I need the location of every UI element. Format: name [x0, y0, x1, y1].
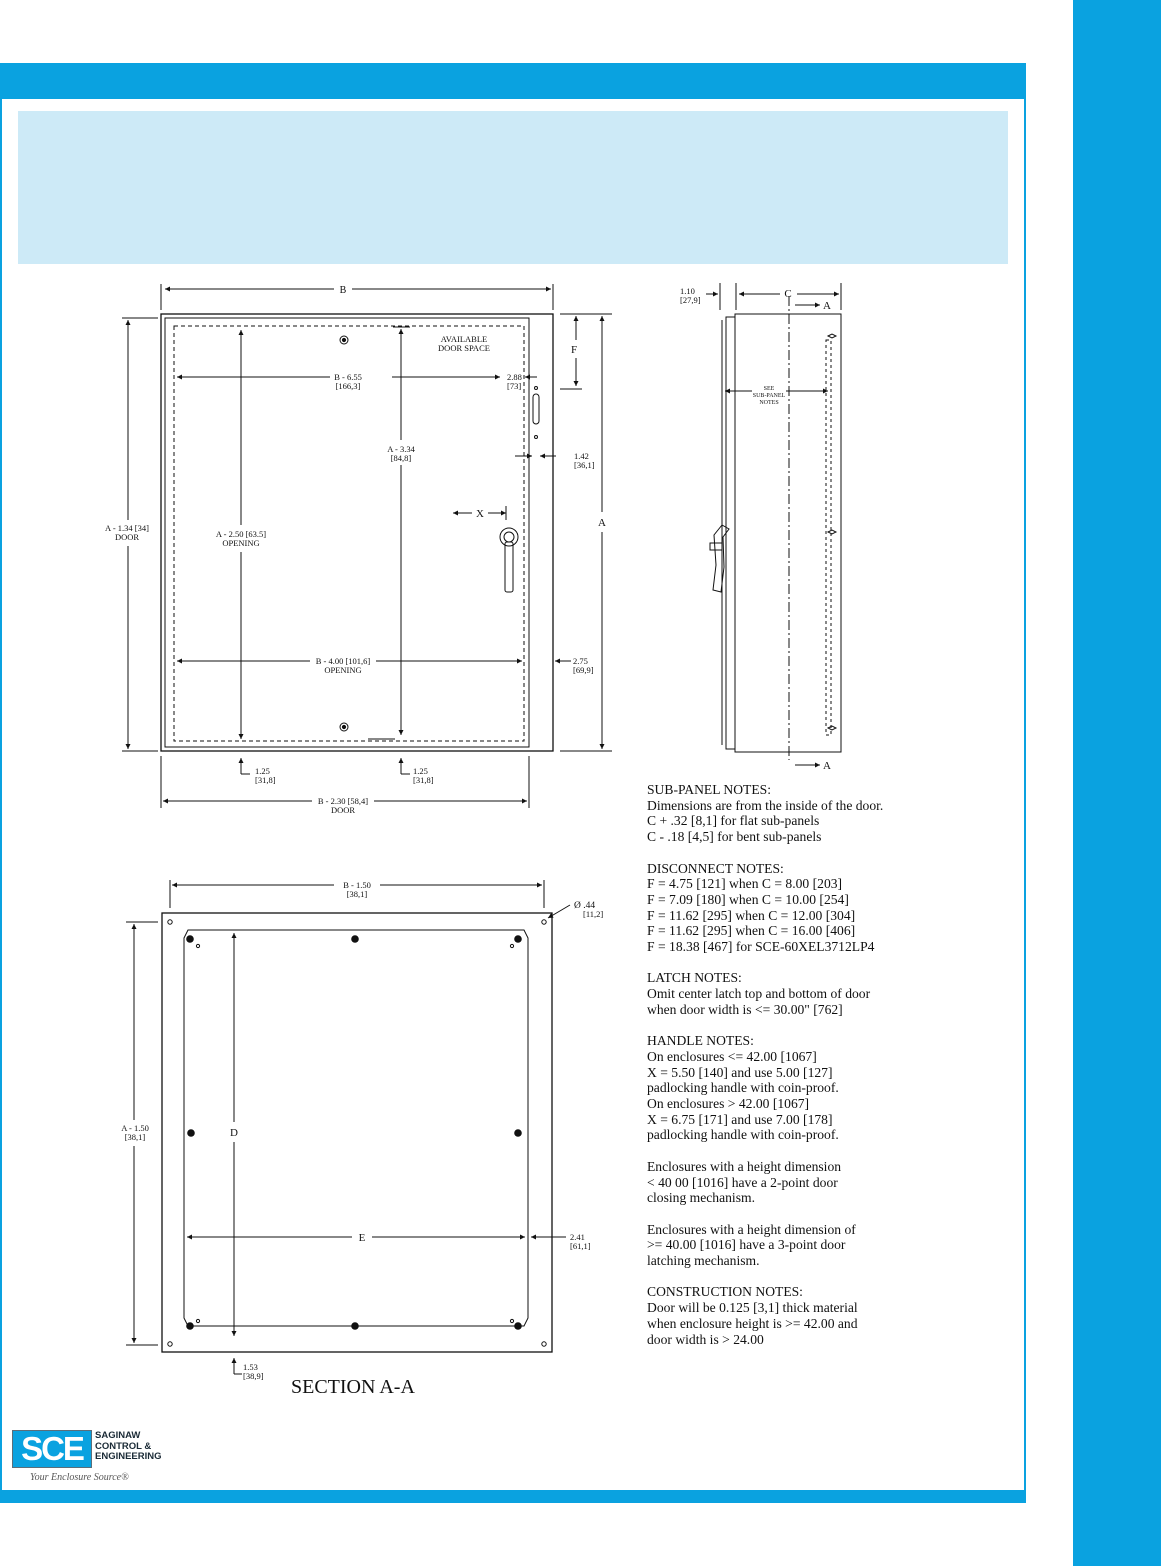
note-line: latching mechanism. [647, 1253, 760, 1269]
handle-notes [647, 1033, 1007, 1143]
dim-142-mm: [36,1] [574, 460, 595, 470]
notes-column [647, 782, 1007, 1363]
dim-x: X [476, 508, 484, 520]
logo-tagline: Your Enclosure Source® [30, 1472, 129, 1483]
note-line: F = 7.09 [180] when C = 10.00 [254] [647, 891, 849, 907]
dim-b230: B - 2.30 [58,4] [317, 796, 369, 806]
dim-153-mm: [38,9] [243, 1371, 264, 1381]
dim-a250-sub: OPENING [222, 538, 260, 548]
front-view [122, 284, 612, 808]
dim-125b: 1.25 [413, 766, 428, 776]
dim-241-mm: [61,1] [570, 1241, 591, 1251]
see-line3: NOTES [759, 400, 779, 406]
note-line: Enclosures with a height dimension [647, 1158, 842, 1174]
two-point-notes [647, 1159, 1007, 1206]
note-line: On enclosures > 42.00 [1067] [647, 1096, 810, 1112]
note-line: F = 11.62 [295] when C = 16.00 [406] [647, 923, 856, 939]
note-line: Door will be 0.125 [3,1] thick material [647, 1300, 858, 1316]
see-line2: SUB-PANEL [752, 393, 786, 399]
latch-notes [647, 970, 1007, 1017]
dim-e: E [358, 1232, 366, 1244]
construction-notes [647, 1284, 1007, 1347]
note-line: X = 6.75 [171] and use 7.00 [178] [647, 1111, 833, 1127]
dim-b655-mm: [166,3] [335, 381, 361, 391]
subpanel-heading: SUB-PANEL NOTES: [647, 782, 771, 797]
handle-heading: HANDLE NOTES: [647, 1033, 754, 1049]
dim-142: 1.42 [574, 451, 589, 461]
note-line: >= 40.00 [1016] have a 3-point door [647, 1237, 846, 1253]
section-view [126, 880, 570, 1374]
dim-288-mm: [73] [507, 381, 522, 391]
construction-heading: CONSTRUCTION NOTES: [647, 1284, 803, 1300]
dim-a250: A - 2.50 [63.5] [215, 529, 267, 539]
note-line: padlocking handle with coin-proof. [647, 1080, 839, 1096]
dim-a134-sub: DOOR [114, 532, 140, 542]
dim-b400: B - 4.00 [101,6] [315, 656, 371, 666]
dim-125a: 1.25 [255, 766, 270, 776]
dim-c: C [784, 288, 792, 300]
dim-288: 2.88 [507, 372, 522, 382]
note-line: Enclosures with a height dimension of [647, 1221, 856, 1237]
dim-d: D [230, 1127, 238, 1139]
dim-a: A [598, 517, 606, 529]
logo-company-name [95, 1431, 162, 1463]
section-a-a-label: SECTION A-A [291, 1376, 415, 1398]
available-line2: DOOR SPACE [438, 343, 490, 353]
see-line1: SEE [763, 386, 775, 392]
latch-heading: LATCH NOTES: [647, 970, 742, 986]
dim-a134: A - 1.34 [34] [105, 523, 149, 533]
available-line1: AVAILABLE [440, 334, 488, 344]
dim-a150: A - 1.50 [121, 1123, 149, 1133]
dim-hole-mm: [11,2] [583, 909, 604, 919]
note-line: F = 4.75 [121] when C = 8.00 [203] [647, 876, 843, 892]
dim-275: 2.75 [573, 656, 588, 666]
note-line: < 40 00 [1016] have a 2-point door [647, 1174, 838, 1190]
subpanel-notes [647, 782, 1007, 845]
note-line: C - .18 [4,5] for bent sub-panels [647, 829, 822, 845]
note-line: C + .32 [8,1] for flat sub-panels [647, 813, 820, 829]
note-line: padlocking handle with coin-proof. [647, 1127, 839, 1143]
dim-f: F [571, 344, 578, 356]
dim-241: 2.41 [570, 1232, 585, 1242]
note-line: door width is > 24.00 [647, 1331, 764, 1347]
note-line: closing mechanism. [647, 1190, 755, 1206]
dim-b400-sub: OPENING [324, 665, 362, 675]
logo-line2: CONTROL & [95, 1440, 152, 1452]
dim-b655: B - 6.55 [334, 372, 362, 382]
cut-a-top: A [823, 300, 831, 312]
dim-a150-mm: [38,1] [124, 1132, 146, 1142]
note-line: F = 18.38 [467] for SCE-60XEL3712LP4 [647, 939, 875, 955]
dim-b150-mm: [38,1] [346, 889, 368, 899]
disconnect-heading: DISCONNECT NOTES: [647, 860, 784, 876]
dim-110: 1.10 [680, 286, 695, 296]
sce-logo [12, 1430, 162, 1486]
dim-b: B [339, 285, 347, 296]
dim-hole: Ø .44 [574, 901, 596, 911]
dim-125b-mm: [31,8] [413, 775, 434, 785]
note-line: X = 5.50 [140] and use 5.00 [127] [647, 1064, 833, 1080]
disconnect-notes [647, 861, 1007, 955]
note-line: F = 11.62 [295] when C = 12.00 [304] [647, 907, 856, 923]
cut-a-bottom: A [823, 760, 831, 772]
note-line: Omit center latch top and bottom of door [647, 986, 871, 1002]
dim-a334: A - 3.34 [387, 444, 415, 454]
dim-125a-mm: [31,8] [255, 775, 276, 785]
logo-mark: SCE [12, 1430, 92, 1468]
logo-line3: ENGINEERING [95, 1451, 162, 1462]
side-view [706, 283, 841, 765]
note-line: On enclosures <= 42.00 [1067] [647, 1048, 817, 1064]
dim-110-mm: [27,9] [680, 295, 701, 305]
dim-275-mm: [69,9] [573, 665, 594, 675]
dim-a334-mm: [84,8] [390, 453, 412, 463]
dim-b150: B - 1.50 [343, 880, 371, 890]
dim-153: 1.53 [243, 1362, 258, 1372]
note-line: when enclosure height is >= 42.00 and [647, 1315, 858, 1331]
dim-b230-sub: DOOR [330, 805, 356, 815]
note-line: when door width is <= 30.00" [762] [647, 1001, 843, 1017]
three-point-notes [647, 1222, 1007, 1269]
note-line: Dimensions are from the inside of the door. [647, 797, 884, 813]
logo-line1: SAGINAW [95, 1430, 141, 1441]
